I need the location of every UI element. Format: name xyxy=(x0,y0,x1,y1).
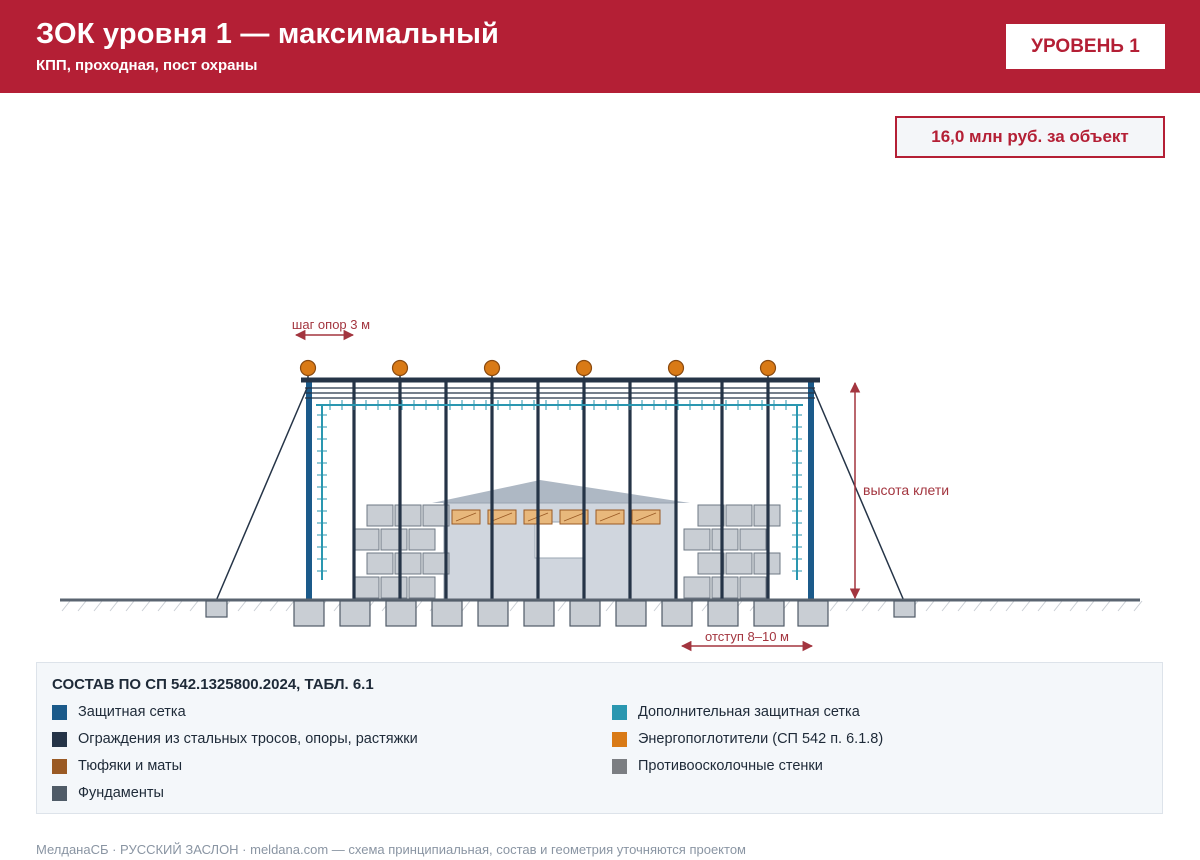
energy-absorber xyxy=(301,361,316,376)
wall-block xyxy=(367,553,393,574)
support-spacing-label: шаг опор 3 м xyxy=(291,317,371,332)
guard-post-building xyxy=(432,480,690,601)
legend-label: Дополнительная защитная сетка xyxy=(638,704,860,720)
hatch-line xyxy=(1070,601,1078,611)
hatch-line xyxy=(1102,601,1110,611)
wall-block xyxy=(409,529,435,550)
wall-block xyxy=(381,529,407,550)
wall-block xyxy=(684,577,710,598)
hatch-line xyxy=(174,601,182,611)
legend-item-foundations xyxy=(52,785,164,801)
wall-block xyxy=(740,577,766,598)
wall-block xyxy=(353,529,379,550)
foundation-block xyxy=(432,601,462,626)
hatch-line xyxy=(654,601,662,611)
hatch-line xyxy=(190,601,198,611)
wall-block xyxy=(698,505,724,526)
foundation-block xyxy=(616,601,646,626)
legend-label: Защитная сетка xyxy=(78,704,186,720)
hatch-line xyxy=(1086,601,1094,611)
offset-label: отступ 8–10 м xyxy=(705,629,789,644)
hatch-line xyxy=(958,601,966,611)
hatch-line xyxy=(126,601,134,611)
level-badge: УРОВЕНЬ 1 xyxy=(1006,24,1165,69)
footer-note: МелданаСБ · РУССКИЙ ЗАСЛОН · meldana.com — схема принципиальная, состав и геометрия уточняются проектом xyxy=(36,842,746,857)
legend-item-mats xyxy=(52,758,182,774)
hatch-line xyxy=(830,601,838,611)
wall-block xyxy=(353,577,379,598)
foundation-block xyxy=(294,601,324,626)
foundation-block xyxy=(524,601,554,626)
legend-panel xyxy=(36,662,1163,814)
energy-absorber xyxy=(393,361,408,376)
legend-label: Противоосколочные стенки xyxy=(638,758,823,774)
foundation-block xyxy=(570,601,600,626)
hatch-line xyxy=(558,601,566,611)
energy-absorber xyxy=(485,361,500,376)
legend-swatch xyxy=(52,759,67,774)
legend-item-energy-absorbers xyxy=(612,731,883,747)
wall-block xyxy=(740,529,766,550)
hatch-line xyxy=(510,601,518,611)
foundation-block xyxy=(478,601,508,626)
hatch-line xyxy=(846,601,854,611)
foundation-block xyxy=(708,601,738,626)
wall-block xyxy=(698,553,724,574)
hatch-line xyxy=(254,601,262,611)
hatch-line xyxy=(110,601,118,611)
hatch-line xyxy=(78,601,86,611)
hatch-line xyxy=(862,601,870,611)
legend-swatch xyxy=(612,705,627,720)
hatch-line xyxy=(158,601,166,611)
legend-label: Тюфяки и маты xyxy=(78,758,183,774)
energy-absorber xyxy=(669,361,684,376)
foundation-block xyxy=(386,601,416,626)
legend-title: СОСТАВ ПО СП 542.1325800.2024, ТАБЛ. 6.1 xyxy=(52,676,374,693)
hatch-line xyxy=(1054,601,1062,611)
wall-block xyxy=(409,577,435,598)
hatch-line xyxy=(286,601,294,611)
hatch-line xyxy=(62,601,70,611)
legend-swatch xyxy=(52,705,67,720)
foundation-block xyxy=(754,601,784,626)
price-box: 16,0 млн руб. за объект xyxy=(895,116,1165,158)
foundation-block xyxy=(798,601,828,626)
page-title: ЗОК уровня 1 — максимальный xyxy=(36,18,500,50)
hatch-line xyxy=(462,601,470,611)
foundation-block xyxy=(662,601,692,626)
energy-absorber xyxy=(761,361,776,376)
hatch-line xyxy=(238,601,246,611)
foundation-block xyxy=(340,601,370,626)
hatch-line xyxy=(926,601,934,611)
legend-label: Ограждения из стальных тросов, опоры, растяжки xyxy=(78,731,418,747)
legend-swatch xyxy=(52,786,67,801)
legend-item-protective-net xyxy=(52,704,186,720)
foundations xyxy=(206,601,915,626)
hatch-line xyxy=(94,601,102,611)
energy-absorber xyxy=(577,361,592,376)
hatch-line xyxy=(878,601,886,611)
hatch-line xyxy=(942,601,950,611)
wall-block xyxy=(381,577,407,598)
hatch-line xyxy=(990,601,998,611)
hatch-line xyxy=(142,601,150,611)
cage-height-label: высота клети xyxy=(863,482,950,498)
legend-swatch xyxy=(52,732,67,747)
wall-block xyxy=(367,505,393,526)
legend-label: Энергопоглотители (СП 542 п. 6.1.8) xyxy=(638,731,884,747)
anchor-foundation xyxy=(894,601,915,617)
hatch-line xyxy=(270,601,278,611)
hatch-line xyxy=(1118,601,1126,611)
building-window xyxy=(535,522,583,558)
hatch-line xyxy=(974,601,982,611)
hatch-line xyxy=(1022,601,1030,611)
hatch-line xyxy=(1038,601,1046,611)
page-subtitle: КПП, проходная, пост охраны xyxy=(36,57,258,74)
wall-block xyxy=(726,553,752,574)
legend-label: Фундаменты xyxy=(78,785,164,801)
legend-swatch xyxy=(612,759,627,774)
wall-block xyxy=(684,529,710,550)
legend-item-additional-net xyxy=(612,704,860,720)
legend-item-blast-walls xyxy=(612,758,823,774)
legend-item-cable-fences xyxy=(52,731,418,747)
wall-block xyxy=(712,529,738,550)
wall-block xyxy=(712,577,738,598)
legend-swatch xyxy=(612,732,627,747)
hatch-line xyxy=(1134,601,1142,611)
wall-block xyxy=(726,505,752,526)
hatch-line xyxy=(606,601,614,611)
anchor-foundation xyxy=(206,601,227,617)
hatch-line xyxy=(1006,601,1014,611)
energy-absorbers xyxy=(301,361,776,381)
